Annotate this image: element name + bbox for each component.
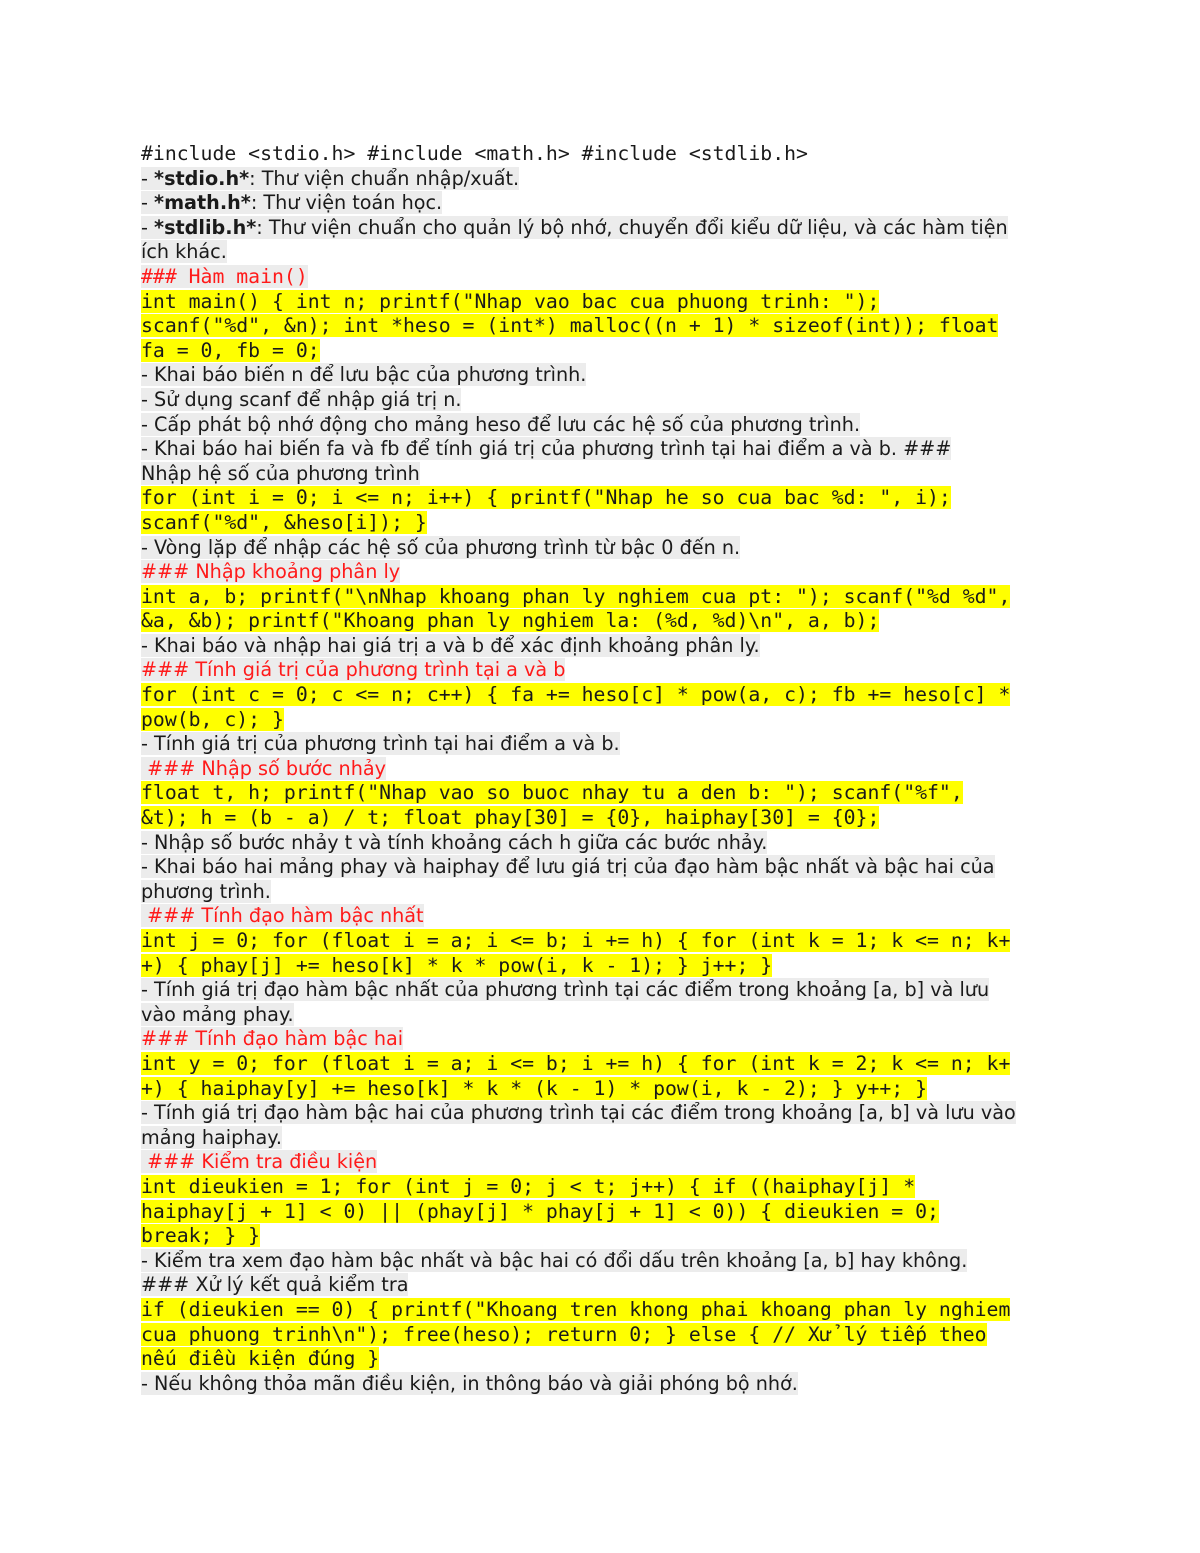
code-line: +) { phay[j] += heso[k] * k * pow(i, k - 1); } j++; } <box>141 953 773 977</box>
note-line: - Nếu không thỏa mãn điều kiện, in thông báo và giải phóng bộ nhớ. <box>141 1371 798 1395</box>
note-line: mảng haiphay. <box>141 1125 282 1149</box>
lib-math-line: - *math.h*: Thư viện toán học. <box>141 191 443 215</box>
heading-tinh: ### Tính giá trị của phương trình tại a và b <box>141 658 566 682</box>
note-line: - Khai báo hai mảng phay và haiphay để lưu giá trị của đạo hàm bậc nhất và bậc hai của <box>141 855 995 879</box>
code-line: &t); h = (b - a) / t; float phay[30] = {0}, haiphay[30] = {0}; <box>141 806 880 830</box>
code-line: int j = 0; for (float i = a; i <= b; i += h) { for (int k = 1; k <= n; k+ <box>141 929 1011 952</box>
code-line: +) { haiphay[y] += heso[k] * k * (k - 1) * pow(i, k - 2); } y++; } <box>141 1076 928 1100</box>
lib-name: *stdio.h* <box>154 166 250 190</box>
code-line: cua phuong trinh\n"); free(heso); return 0; } else { // Xử lý tiếp theo <box>141 1322 987 1346</box>
heading-dk: ### Kiểm tra điều kiện <box>141 1150 378 1174</box>
lib-name: *stdlib.h* <box>154 215 257 239</box>
note-line: Nhập hệ số của phương trình <box>141 461 420 485</box>
note-line: - Kiểm tra xem đạo hàm bậc nhất và bậc hai có đổi dấu trên khoảng [a, b] hay không. <box>141 1248 968 1272</box>
note-line: - Tính giá trị đạo hàm bậc hai của phương trình tại các điểm trong khoảng [a, b] và lưu vào <box>141 1101 1016 1125</box>
code-line: if (dieukien == 0) { printf("Khoang tren khong phai khoang phan ly nghiem <box>141 1297 1011 1321</box>
lib-stdlib-line-2: ích khác. <box>141 240 227 264</box>
note-line: phương trình. <box>141 879 271 903</box>
note-line: - Sử dụng scanf để nhập giá trị n. <box>141 387 462 411</box>
lib-name: *math.h* <box>154 191 251 215</box>
code-line: int y = 0; for (float i = a; i <= b; i += h) { for (int k = 2; k <= n; k+ <box>141 1051 1011 1075</box>
lib-stdlib-line: - *stdlib.h*: Thư viện chuẩn cho quản lý bộ nhớ, chuyển đổi kiểu dữ liệu, và các hàm tiện <box>141 215 1008 239</box>
heading-khoang: ### Nhập khoảng phân ly <box>141 560 401 584</box>
code-line: for (int i = 0; i <= n; i++) { printf("Nhap he so cua bac %d: ", i); <box>141 486 951 510</box>
code-line: int dieukien = 1; for (int j = 0; j < t; j++) { if ((haiphay[j] * <box>141 1174 916 1198</box>
code-line: haiphay[j + 1] < 0) || (phay[j] * phay[j + 1] < 0)) { dieukien = 0; <box>141 1199 939 1223</box>
code-line: for (int c = 0; c <= n; c++) { fa += heso[c] * pow(a, c); fb += heso[c] * <box>141 683 1011 707</box>
code-line: fa = 0, fb = 0; <box>141 338 320 362</box>
note-line: - Tính giá trị của phương trình tại hai điểm a và b. <box>141 732 620 756</box>
code-line: &a, &b); printf("Khoang phan ly nghiem la: (%d, %d)\n", a, b); <box>141 609 880 633</box>
note-line: - Khai báo hai biến fa và fb để tính giá trị của phương trình tại hai điểm a và b. ### <box>141 437 952 461</box>
heading-d2: ### Tính đạo hàm bậc hai <box>141 1027 404 1051</box>
code-line: int main() { int n; printf("Nhap vao bac cua phuong trinh: "); <box>141 289 880 313</box>
code-line: float t, h; printf("Nhap vao so buoc nhay tu a den b: "); scanf("%f", <box>141 781 963 805</box>
note-line: - Khai báo và nhập hai giá trị a và b để xác định khoảng phân ly. <box>141 633 760 657</box>
note-line: - Nhập số bước nhảy t và tính khoảng cách h giữa các bước nhảy. <box>141 830 768 854</box>
code-line: pow(b, c); } <box>141 707 284 731</box>
code-line: nếu điều kiện đúng } <box>141 1347 380 1371</box>
lib-stdio-line: - *stdio.h*: Thư viện chuẩn nhập/xuất. <box>141 166 520 190</box>
note-line: - Cấp phát bộ nhớ động cho mảng heso để lưu các hệ số của phương trình. <box>141 412 861 436</box>
document-body <box>141 142 1061 1396</box>
heading-main: ### Hàm main() <box>141 264 308 288</box>
note-line: vào mảng phay. <box>141 1002 294 1026</box>
note-line: - Vòng lặp để nhập các hệ số của phương trình từ bậc 0 đến n. <box>141 535 741 559</box>
code-line: scanf("%d", &heso[i]); } <box>141 510 427 534</box>
heading-kq: ### Xử lý kết quả kiểm tra <box>141 1273 409 1297</box>
code-line: break; } } <box>141 1224 261 1248</box>
note-line: - Tính giá trị đạo hàm bậc nhất của phương trình tại các điểm trong khoảng [a, b] và lưu <box>141 978 990 1002</box>
heading-d1: ### Tính đạo hàm bậc nhất <box>141 904 424 928</box>
heading-buoc: ### Nhập số bước nhảy <box>141 756 386 780</box>
include-line: #include <stdio.h> #include <math.h> #include <stdlib.h> <box>141 142 808 165</box>
code-line: scanf("%d", &n); int *heso = (int*) malloc((n + 1) * sizeof(int)); float <box>141 314 999 338</box>
code-line: int a, b; printf("\nNhap khoang phan ly nghiem cua pt: "); scanf("%d %d", <box>141 584 1011 608</box>
note-line: - Khai báo biến n để lưu bậc của phương trình. <box>141 363 587 387</box>
